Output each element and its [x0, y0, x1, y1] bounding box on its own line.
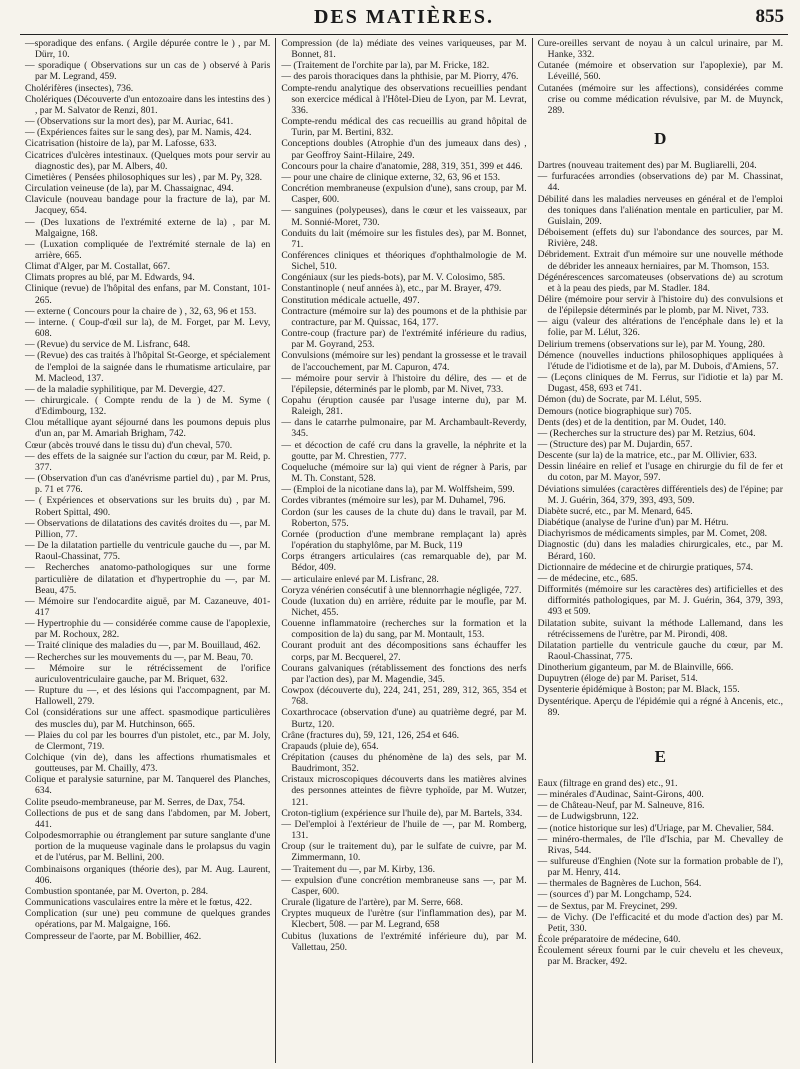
index-entry: — de Vichy. (De l'efficacité et du mode d'action des) par M. Petit, 330. — [537, 911, 783, 934]
index-entry: — et décoction de café cru dans la gravelle, la néphrite et la goutte, par M. Chrestien, 777. — [281, 439, 527, 462]
index-entry: — (Revue) des cas traités à l'hôpital St-George, et spécialement de l'emploi de la saignée dans le rhumatisme articulaire, par M. Macleod, 137. — [25, 350, 271, 384]
index-entry: — (Des luxations de l'extrémité externe de la) , par M. Malgaigne, 168. — [25, 216, 271, 239]
index-entry: Climats propres au blé, par M. Edwards, 94. — [25, 272, 195, 284]
index-entry: Concours pour la chaire d'anatomie, 288, 319, 351, 399 et 446. — [281, 160, 523, 172]
index-entry: Climat d'Alger, par M. Costallat, 667. — [25, 261, 170, 273]
index-entry: Crurale (ligature de l'artère), par M. Serre, 668. — [281, 897, 463, 909]
index-entry: Conduits du lait (mémoire sur les fistules des), par M. Bonnet, 71. — [281, 227, 527, 250]
index-entry: Congéniaux (sur les pieds-bots), par M. V. Colosimo, 585. — [281, 272, 506, 284]
index-entry: Compresseur de l'aorte, par M. Bobillier, 462. — [25, 930, 202, 942]
index-entry: — de Ludwigsbrunn, 122. — [537, 811, 639, 823]
index-entry: — (Structure des) par M. Dujardin, 657. — [537, 439, 693, 450]
index-entry: Dysentérique. Aperçu de l'épidémie qui a régné à Ancenis, etc., 89. — [537, 695, 783, 718]
index-entry: Constitution médicale actuelle, 497. — [281, 294, 420, 306]
index-entry: — mémoire pour servir à l'histoire du délire, des — et de l'épilepsie, déterminés par le plomb, par M. Nivet, 733. — [281, 372, 527, 395]
index-entry: Diabétique (analyse de l'urine d'un) par M. Hétru. — [537, 517, 729, 529]
index-entry: Dilatation subite, suivant la méthode Lallemand, dans les rétrécissemens de l'urètre, par M. Pirondi, 408. — [537, 617, 783, 640]
index-entry: Contracture (mémoire sur la) des poumons et de la phthisie par contracture, par M. Quissac, 164, 177. — [281, 305, 527, 328]
index-entry: — (Emploi de la nicotiane dans la), par M. Wolffsheim, 599. — [281, 484, 515, 496]
index-entry: Corps étrangers articulaires (cas remarquable de), par M. Bédor, 409. — [281, 551, 527, 574]
index-entry: Compte-rendu analytique des observations recueillies pendant son exercice médical à l'Hôtel-Dieu de Lyon, par M. Levrat, 336. — [281, 82, 527, 116]
index-entry: Colchique (vin de), dans les affections rhumatismales et goutteuses, par M. Chailly, 473. — [25, 752, 271, 775]
index-entry: — Observations de dilatations des cavités droites du —, par M. Pillion, 77. — [25, 517, 271, 540]
index-entry: Dents (des) et de la dentition, par M. Oudet, 140. — [537, 416, 727, 428]
index-entry: Demours (notice biographique sur) 705. — [537, 405, 692, 417]
index-entry: — Recherches sur les mouvements du —, par M. Beau, 70. — [25, 651, 254, 663]
index-entry: Clavicule (nouveau bandage pour la fracture de la), par M. Jacquey, 654. — [25, 194, 271, 217]
index-entry: — Hypertrophie du — considérée comme cause de l'apoplexie, par M. Rochoux, 282. — [25, 618, 271, 641]
index-entry: Difformités (mémoire sur les caractères des) artificielles et des difformités pathologiques, par M. J. Guérin, 364, 379, 393, 493 et 509. — [537, 584, 783, 618]
index-entry: Coxarthrocace (observation d'une) au quatrième degré, par M. Burtz, 120. — [281, 707, 527, 730]
page-header — [20, 0, 788, 35]
index-entry: — (Leçons cliniques de M. Ferrus, sur l'idiotie et la) par M. Dugast, 458, 693 et 741. — [537, 372, 783, 395]
index-entry: Concrétion membraneuse (expulsion d'une), sans croup, par M. Casper, 600. — [281, 183, 527, 206]
index-entry: Dessin linéaire en relief et l'usage en chirurgie du fil de fer et du coton, par M. Mayor, 597. — [537, 461, 783, 484]
index-entry: Communications vasculaires entre la mère et le fœtus, 422. — [25, 897, 252, 909]
index-entry: Convulsions (mémoire sur les) pendant la grossesse et le travail de l'accouchement, par M. Capuron, 474. — [281, 350, 527, 373]
index-entry: Dictionnaire de médecine et de chirurgie pratiques, 574. — [537, 561, 753, 573]
index-entry: Cicatrices d'ulcères intestinaux. (Quelques mots pour servir au diagnostic des), par M. Albers, 40. — [25, 149, 271, 172]
index-entry: Constantinople ( neuf années à), etc., par M. Brayer, 479. — [281, 283, 502, 295]
index-entry: — thermales de Bagnères de Luchon, 564. — [537, 878, 702, 890]
index-entry: — Traité clinique des maladies du —, par M. Bouillaud, 462. — [25, 640, 261, 652]
index-entry: Dartres (nouveau traitement des) par M. Bugliarelli, 204. — [537, 160, 757, 172]
index-entry: — (sources d') par M. Longchamp, 524. — [537, 889, 692, 901]
index-entry: — articulaire enlevé par M. Lisfranc, 28. — [281, 573, 439, 585]
index-entry: — Mémoire sur l'endocardite aiguë, par M. Cazaneuve, 401-417 — [25, 595, 271, 618]
index-entry: — minérales d'Audinac, Saint-Girons, 400. — [537, 789, 704, 801]
index-entry: Complication (sur une) peu commune de quelques grandes opérations, par M. Malgaigne, 166. — [25, 908, 271, 931]
index-entry: — chirurgicale. ( Compte rendu de la ) de M. Syme ( d'Edimbourg, 132. — [25, 395, 271, 418]
index-entry: Compte-rendu médical des cas recueillis au grand hôpital de Turin, par M. Bertini, 832. — [281, 116, 527, 139]
index-entry: — (Traitement de l'orchite par la), par M. Fricke, 182. — [281, 60, 490, 72]
section-letter-d: D — [654, 129, 667, 149]
index-entry: Dégénérescences sarcomateuses (observations de) au scrotum et à la peau des pieds, par M. Stadler. 184. — [537, 271, 783, 294]
index-entry: Courans galvaniques (rétablissement des fonctions des nerfs par l'action des), par M. Magendie, 345. — [281, 662, 527, 685]
index-entry: — aigu (valeur des altérations de l'encéphale dans le) et la folie, par M. Lélut, 326. — [537, 316, 783, 339]
index-columns — [20, 38, 788, 1063]
index-entry: Déboisement (effets du) sur l'abondance des sources, par M. Rivière, 248. — [537, 227, 783, 250]
index-entry: Clinique (revue) de l'hôpital des enfans, par M. Constant, 101-265. — [25, 283, 271, 306]
index-entry: Crépitation (causes du phénomène de la) des sels, par M. Baudrimont, 352. — [281, 752, 527, 775]
index-entry: — Plaies du col par les bourres d'un pistolet, etc., par M. Joly, de Clermont, 719. — [25, 729, 271, 752]
index-entry: Colique et paralysie saturnine, par M. Tanquerel des Planches, 634. — [25, 774, 271, 797]
index-entry: — furfuracées arrondies (observations de) par M. Chassinat, 44. — [537, 171, 783, 194]
index-entry: Cure-oreilles servant de noyau à un calcul urinaire, par M. Hanke, 332. — [537, 38, 783, 61]
index-entry: Cœur (abcès trouvé dans le tissu du) d'un cheval, 570. — [25, 439, 233, 451]
index-entry: Cryptes muqueux de l'urètre (sur l'inflammation des), par M. Klecbert, 508. — par M. Legrand, 658 — [281, 908, 527, 931]
index-entry: — (Observations sur la mort des), par M. Auriac, 641. — [25, 116, 234, 128]
index-entry: Cutanées (mémoire sur les affections), considérées comme crise ou comme médication révulsive, par M. de Muynck, 289. — [537, 82, 783, 116]
index-entry: — (notice historique sur les) d'Uriage, par M. Chevalier, 584. — [537, 822, 774, 834]
index-entry: Courant produit ant des décompositions sans échauffer les corps, par M. Becquerel, 27. — [281, 640, 527, 663]
index-entry: Combinaisons organiques (théorie des), par M. Aug. Laurent, 406. — [25, 863, 271, 886]
index-entry: — de Sextus, par M. Freycinet, 299. — [537, 900, 678, 912]
index-entry: Combustion spontanée, par M. Overton, p. 284. — [25, 885, 209, 897]
index-entry: Couenne inflammatoire (recherches sur la formation et la composition de la) du sang, par M. Montault, 153. — [281, 618, 527, 641]
index-entry: — sporadique ( Observations sur un cas de ) observé à Paris par M. Legrand, 459. — [25, 60, 271, 83]
index-entry: Diachyrismos de médicaments simples, par M. Comet, 208. — [537, 528, 768, 540]
index-column-3 — [532, 38, 788, 1063]
index-entry: Cholérifères (insectes), 736. — [25, 82, 134, 94]
index-entry: Colpodesmorraphie ou étranglement par suture sanglante d'une portion de la muqueuse vaginale dans le prolapsus du vagin et de l'utérus, par M. Bellini, 200. — [25, 830, 271, 864]
index-entry: — des parois thoraciques dans la phthisie, par M. Piorry, 476. — [281, 71, 519, 83]
index-entry: Crâne (fractures du), 59, 121, 126, 254 et 646. — [281, 729, 460, 741]
page-number: 855 — [755, 6, 784, 27]
index-entry: — de Château-Neuf, par M. Salneuve, 816. — [537, 800, 705, 812]
index-entry: — De la dilatation partielle du ventricule gauche du —, par M. Raoul-Chassinat, 775. — [25, 540, 271, 563]
index-entry: Dinotherium giganteum, par M. de Blainville, 666. — [537, 662, 734, 674]
index-entry: — Recherches anatomo-pathologiques sur une forme particulière de dilatation et d'hypertrophie du —, par M. Beau, 475. — [25, 562, 271, 596]
index-entry: Col (considérations sur une affect. spasmodique particulières des muscles du), par M. Hutchinson, 665. — [25, 707, 271, 730]
index-entry: Cowpox (découverte du), 224, 241, 251, 289, 312, 365, 354 et 768. — [281, 685, 527, 708]
index-entry: Collections de pus et de sang dans l'abdomen, par M. Jobert, 441. — [25, 807, 271, 830]
index-entry: Déviations simulées (caractères différentiels des) de l'épine; par M. J. Guérin, 364, 379, 393, 493, 509. — [537, 483, 783, 506]
running-title: DES MATIÈRES. — [313, 6, 495, 28]
index-entry: Descente (sur la) de la matrice, etc., par M. Ollivier, 633. — [537, 450, 757, 462]
index-entry: Eaux (filtrage en grand des) etc., 91. — [537, 777, 678, 789]
index-entry: Coryza vénérien consécutif à une blennorrhagie négligée, 727. — [281, 584, 522, 596]
index-entry: Démence (nouvelles inductions philosophiques appliquées à l'étude de l'idiotisme et de la), par M. Dubois, d'Amiens, 57. — [537, 349, 783, 372]
index-entry: — (Expériences faites sur le sang des), par M. Namis, 424. — [25, 127, 252, 139]
index-entry: — ( Expériences et observations sur les bruits du) , par M. Robert Spittal, 490. — [25, 495, 271, 518]
index-entry: — des effets de la saignée sur l'action du cœur, par M. Reid, p. 377. — [25, 450, 271, 473]
index-entry: — de la maladie syphilitique, par M. Devergie, 427. — [25, 383, 226, 395]
index-entry: — interne. ( Coup-d'œil sur la), de M. Forget, par M. Levy, 608. — [25, 316, 271, 340]
index-entry: — Traitement du —, par M. Kirby, 136. — [281, 863, 435, 875]
index-entry: Cholériques (Découverte d'un entozoaire dans les intestins des ) , par M. Salvator de Renzi, 801. — [25, 93, 271, 116]
index-entry: —sporadique des enfans. ( Argile dépurée contre le ) , par M. Dürr, 10. — [25, 38, 271, 61]
index-entry: — Mémoire sur le rétrécissement de l'orifice auriculoventriculaire gauche, par M. Briquet, 632. — [25, 662, 271, 685]
index-entry: — (Luxation compliquée de l'extrémité sternale de la) en arrière, 665. — [25, 238, 271, 261]
index-entry: Cubitus (luxations de l'extrémité inférieure du), par M. Vallettau, 250. — [281, 930, 527, 953]
index-entry: — dans le catarrhe pulmonaire, par M. Archambault-Reverdy, 345. — [281, 417, 527, 440]
index-entry: — externe ( Concours pour la chaire de ) , 32, 63, 96 et 153. — [25, 305, 257, 317]
index-column-1 — [20, 38, 275, 1063]
index-entry: Cimetières ( Pensées philosophiques sur les) , par M. Py, 328. — [25, 171, 263, 183]
index-entry: Cristaux microscopiques découverts dans les matières alvines des personnes atteintes de fièvre typhoïde, par M. Wutzer, 121. — [281, 774, 527, 808]
index-entry: Compression (de la) médiate des veines variqueuses, par M. Bonnet, 81. — [281, 38, 527, 61]
index-entry: Diagnostic (du) dans les maladies chirurgicales, etc., par M. Bérard, 160. — [537, 539, 783, 562]
index-entry: Débridement. Extrait d'un mémoire sur une nouvelle méthode de débrider les anneaux herniaires, par M. Thomson, 153. — [537, 249, 783, 272]
index-entry: Conférences cliniques et théoriques d'ophthalmologie de M. Sichel, 510. — [281, 249, 527, 273]
index-entry: École préparatoire de médecine, 640. — [537, 934, 681, 946]
index-entry: Démon (du) de Socrate, par M. Lélut, 595. — [537, 394, 702, 406]
index-entry: — sanguines (polypeuses), dans le cœur et les vaisseaux, par M. Sonnié-Moret, 730. — [281, 205, 527, 228]
index-entry: Dilatation partielle du ventricule gauche du cœur, par M. Raoul-Chassinat, 775. — [537, 639, 783, 662]
index-entry: Croup (sur le traitement du), par le sulfate de cuivre, par M. Zimmermann, 10. — [281, 841, 527, 864]
index-entry: Cornée (production d'une membrane remplaçant la) après l'opération du staphylôme, par M. Buck, 119 — [281, 528, 527, 552]
index-entry: Croton-tiglium (expérience sur l'huile de), par M. Bartels, 334. — [281, 807, 523, 819]
index-entry: Conceptions doubles (Atrophie d'un des jumeaux dans des) , par Geoffroy Saint-Hilaire, 249. — [281, 138, 527, 161]
index-entry: Écoulement séreux fourni par le cuir chevelu et les cheveux, par M. Bracker, 492. — [537, 945, 783, 968]
index-column-2 — [275, 38, 531, 1063]
index-entry: — (Recherches sur la structure des) par M. Retzius, 604. — [537, 427, 756, 439]
index-entry: — (Observation d'un cas d'anévrisme partiel du) , par M. Prus, p. 71 et 776. — [25, 473, 271, 496]
index-entry: Copahu (éruption causée par l'usage interne du), par M. Raleigh, 281. — [281, 395, 527, 418]
index-entry: Dupuytren (éloge de) par M. Pariset, 514. — [537, 673, 698, 685]
index-entry: Cutanée (mémoire et observation sur l'apoplexie), par M. Léveillé, 560. — [537, 60, 783, 83]
section-letter-e: E — [654, 746, 666, 766]
index-entry: Cordon (sur les causes de la chute du) dans le travail, par M. Roberton, 575. — [281, 506, 527, 529]
index-entry: — Rupture du —, et des lésions qui l'accompagnent, par M. Hallowell, 279. — [25, 685, 271, 708]
index-entry: Cordes vibrantes (mémoire sur les), par M. Duhamel, 796. — [281, 495, 506, 507]
index-entry: Colite pseudo-membraneuse, par M. Serres, de Dax, 754. — [25, 796, 246, 808]
index-entry: Coqueluche (mémoire sur la) qui vient de régner à Paris, par M. Th. Constant, 528. — [281, 461, 527, 485]
index-entry: Crapauds (pluie de), 654. — [281, 740, 379, 752]
index-entry: Delirium tremens (observations sur le), par M. Young, 280. — [537, 338, 765, 350]
index-entry: Cicatrisation (histoire de la), par M. Lafosse, 633. — [25, 138, 217, 150]
index-entry: — minéro-thermales, de l'île d'Ischia, par M. Chevalley de Rivas, 544. — [537, 833, 783, 856]
index-entry: — (Revue) du service de M. Lisfranc, 648. — [25, 339, 191, 351]
index-entry: — de médecine, etc., 685. — [537, 572, 638, 584]
index-entry: Dysenterie épidémique à Boston; par M. Black, 155. — [537, 684, 740, 696]
index-entry: Circulation veineuse (de la), par M. Chassaignac, 494. — [25, 183, 234, 195]
index-entry: Clou métallique ayant séjourné dans les poumons depuis plus d'un an, par M. Amariah Brigham, 742. — [25, 417, 271, 440]
index-entry: Coude (luxation du) en arrière, réduite par le moufle, par M. Nichet, 455. — [281, 595, 527, 618]
index-entry: Diabète sucré, etc., par M. Menard, 645. — [537, 505, 693, 517]
index-entry: Débilité dans les maladies nerveuses en général et de l'emploi des toniques dans l'aliénation mentale en particulier, par M. Guislain, 209. — [537, 193, 783, 227]
index-entry: — pour une chaire de clinique externe, 32, 63, 96 et 153. — [281, 171, 501, 183]
index-entry: — sulfureuse d'Enghien (Note sur la formation probable de l'), par M. Henry, 414. — [537, 856, 783, 879]
index-entry: — expulsion d'une concrétion membraneuse sans —, par M. Casper, 600. — [281, 874, 527, 897]
index-entry: Délire (mémoire pour servir à l'histoire du) des convulsions et de l'épilepsie déterminés par le plomb, par M. Nivet, 733. — [537, 293, 783, 317]
index-entry: Contre-coup (fracture par) de l'extrémité inférieure du radius, par M. Goyrand, 253. — [281, 328, 527, 351]
index-entry: — Del'emploi à l'extérieur de l'huile de —, par M. Romberg, 131. — [281, 818, 527, 842]
